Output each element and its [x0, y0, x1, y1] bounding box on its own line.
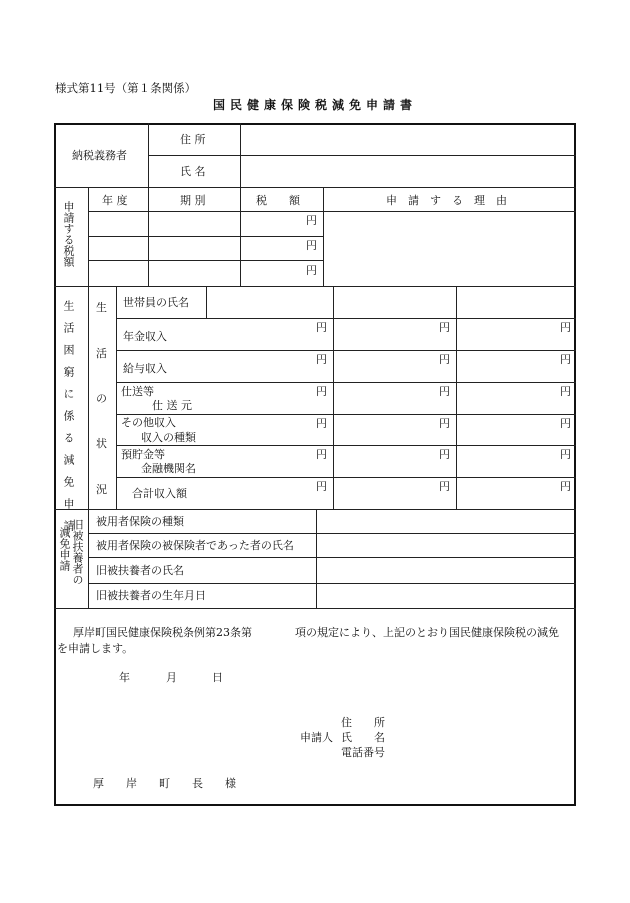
yen-unit: 円	[560, 417, 571, 430]
yen-unit: 円	[306, 214, 317, 227]
taxpayer-address-label: 住 所	[180, 133, 206, 146]
yen-unit: 円	[560, 480, 571, 493]
row-other-income-type: 収入の種類	[141, 431, 196, 444]
taxpayer-label: 納税義務者	[72, 149, 127, 162]
declaration-line2: を申請します。	[57, 642, 134, 655]
row-dependent-name: 旧被扶養者の氏名	[96, 564, 184, 577]
row-savings: 預貯金等	[121, 448, 165, 461]
col-year: 年 度	[102, 194, 128, 207]
row-pension: 年金収入	[123, 330, 167, 343]
status-char-1: 生	[96, 301, 107, 314]
yen-unit: 円	[439, 480, 450, 493]
reason-field[interactable]	[324, 212, 575, 286]
yen-unit: 円	[439, 321, 450, 334]
yen-unit: 円	[439, 417, 450, 430]
status-char-3: の	[96, 392, 107, 405]
applicant-address-label: 住 所	[341, 716, 385, 729]
date-month: 月	[166, 671, 177, 684]
taxpayer-name-label: 氏 名	[180, 165, 206, 178]
addressee: 厚 岸 町 長 様	[93, 777, 236, 790]
row-remittance-source: 仕 送 元	[152, 399, 192, 412]
tax-section-label: 申請する税額	[62, 201, 75, 267]
applicant-label: 申請人	[300, 731, 333, 744]
taxpayer-address-field[interactable]	[241, 124, 575, 155]
date-day: 日	[212, 671, 223, 684]
declaration-part1: 厚岸町国民健康保険税条例第23条第	[73, 626, 252, 639]
form-number: 様式第11号（第１条関係）	[55, 81, 197, 95]
yen-unit: 円	[560, 321, 571, 334]
row-insured-name: 被用者保険の被保険者であった者の氏名	[96, 539, 294, 552]
row-dependent-birthdate: 旧被扶養者の生年月日	[96, 589, 206, 602]
yen-unit: 円	[316, 353, 327, 366]
yen-unit: 円	[316, 417, 327, 430]
yen-unit: 円	[560, 385, 571, 398]
yen-unit: 円	[306, 264, 317, 277]
row-salary: 給与収入	[123, 362, 167, 375]
taxpayer-name-field[interactable]	[241, 156, 575, 187]
yen-unit: 円	[560, 448, 571, 461]
yen-unit: 円	[306, 239, 317, 252]
col-tax: 税 額	[256, 194, 300, 207]
col-period: 期 別	[180, 194, 206, 207]
applicant-name-label: 氏 名	[341, 731, 385, 744]
row-household-names: 世帯員の氏名	[123, 296, 189, 309]
applicant-phone-label: 電話番号	[341, 746, 385, 759]
yen-unit: 円	[439, 353, 450, 366]
row-savings-bank: 金融機関名	[141, 462, 196, 475]
row-total-income: 合計収入額	[132, 487, 187, 500]
yen-unit: 円	[560, 353, 571, 366]
yen-unit: 円	[316, 448, 327, 461]
row-insurance-type: 被用者保険の種類	[96, 515, 184, 528]
status-char-4: 状	[96, 437, 107, 450]
dependent-label-col1: 減免申請	[58, 527, 71, 571]
status-char-2: 活	[96, 347, 107, 360]
dependent-label-col2: 旧被扶養者の	[71, 519, 84, 585]
yen-unit: 円	[316, 385, 327, 398]
yen-unit: 円	[316, 480, 327, 493]
yen-unit: 円	[439, 448, 450, 461]
col-reason: 申 請 す る 理 由	[386, 194, 507, 207]
row-remittance: 仕送等	[121, 385, 154, 398]
hardship-outer-label: 生活困窮に係る減免申請	[62, 300, 75, 542]
status-char-5: 況	[96, 483, 107, 496]
yen-unit: 円	[316, 321, 327, 334]
declaration-part2: 項の規定により、上記のとおり国民健康保険税の減免	[295, 626, 559, 639]
page-title: 国民健康保険税減免申請書	[213, 98, 418, 112]
yen-unit: 円	[439, 385, 450, 398]
date-year: 年	[119, 671, 130, 684]
row-other-income: その他収入	[121, 416, 176, 429]
